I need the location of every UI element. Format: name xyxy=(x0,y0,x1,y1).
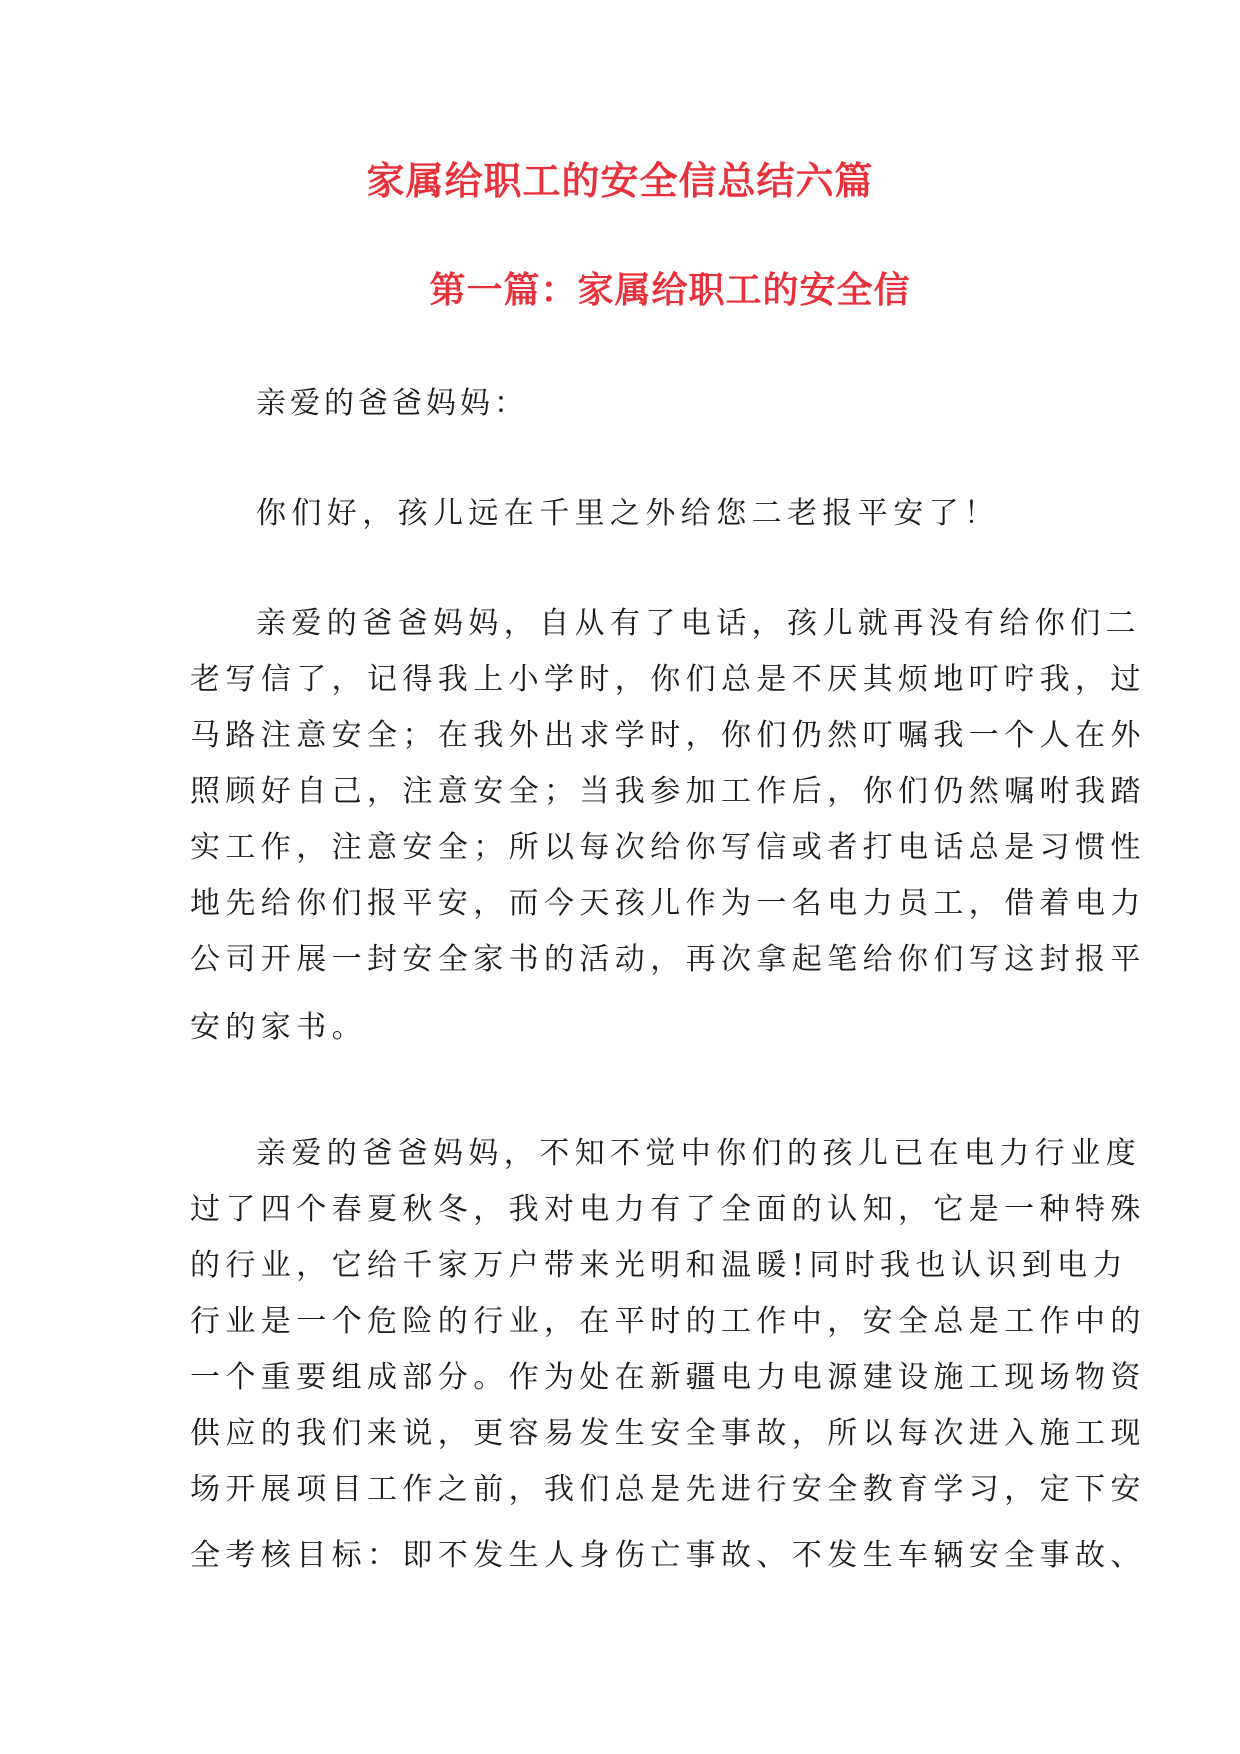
body-line: 照顾好自己，注意安全；当我参加工作后，你们仍然嘱咐我踏 xyxy=(190,774,1146,809)
body-line: 行业是一个危险的行业，在平时的工作中，安全总是工作中的 xyxy=(190,1304,1146,1339)
body-line: 亲爱的爸爸妈妈，不知不觉中你们的孩儿已在电力行业度 xyxy=(256,1136,1141,1171)
document-title: 家属给职工的安全信总结六篇 xyxy=(366,158,874,203)
body-line: 过了四个春夏秋冬，我对电力有了全面的认知，它是一种特殊 xyxy=(190,1192,1146,1227)
body-line: 全考核目标：即不发生人身伤亡事故、不发生车辆安全事故、 xyxy=(190,1538,1146,1573)
body-line: 实工作，注意安全；所以每次给你写信或者打电话总是习惯性 xyxy=(190,830,1146,865)
body-line: 一个重要组成部分。作为处在新疆电力电源建设施工现场物资 xyxy=(190,1360,1146,1395)
body-line: 公司开展一封安全家书的活动，再次拿起笔给你们写这封报平 xyxy=(190,942,1146,977)
body-line: 供应的我们来说，更容易发生安全事故，所以每次进入施工现 xyxy=(190,1416,1146,1451)
section-heading: 第一篇：家属给职工的安全信 xyxy=(429,269,911,311)
body-line: 马路注意安全；在我外出求学时，你们仍然叮嘱我一个人在外 xyxy=(190,718,1146,753)
body-line: 地先给你们报平安，而今天孩儿作为一名电力员工，借着电力 xyxy=(190,886,1146,921)
body-line: 亲爱的爸爸妈妈，自从有了电话，孩儿就再没有给你们二 xyxy=(256,606,1141,641)
greeting-line: 亲爱的爸爸妈妈： xyxy=(256,386,528,421)
body-line: 的行业，它给千家万户带来光明和温暖!同时我也认识到电力 xyxy=(190,1248,1128,1283)
body-line: 你们好，孩儿远在千里之外给您二老报平安了！ xyxy=(256,496,1000,531)
body-line: 安的家书。 xyxy=(190,1010,367,1045)
body-line: 场开展项目工作之前，我们总是先进行安全教育学习，定下安 xyxy=(190,1472,1146,1507)
body-line: 老写信了，记得我上小学时，你们总是不厌其烦地叮咛我，过 xyxy=(190,662,1146,697)
